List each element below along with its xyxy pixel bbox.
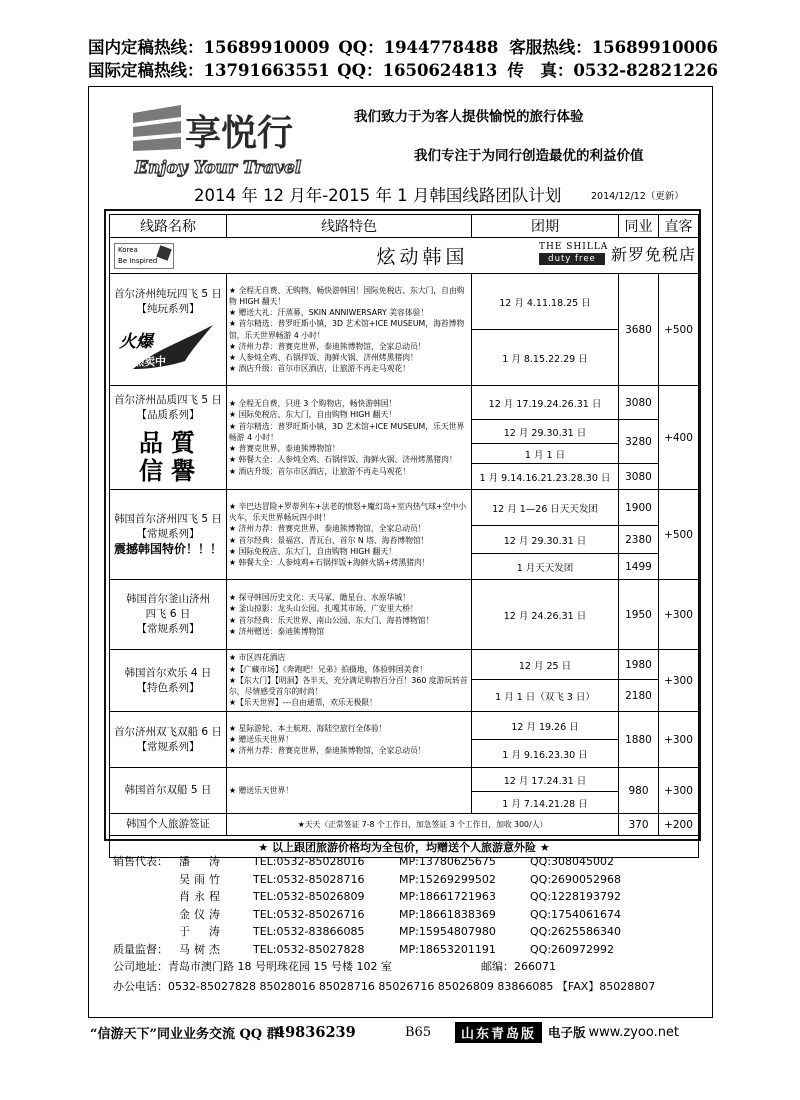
table-row xyxy=(110,580,699,650)
direct-price: +300 xyxy=(659,768,699,814)
contact-qq: QQ:308045002 xyxy=(530,855,615,868)
peer-price: 370 xyxy=(619,814,659,836)
contact-mobile: MP:18661721963 xyxy=(399,890,496,904)
sales-contacts xyxy=(113,853,650,959)
departure-date: 12 月 29.30.31 日 xyxy=(472,526,619,554)
hotlines xyxy=(88,36,718,82)
contact-qq: QQ:2690052968 xyxy=(530,872,622,886)
company-address: 公司地址：青岛市澳门路 18 号明珠花园 15 号楼 102 室 xyxy=(113,960,392,973)
header-peer: 同业 xyxy=(619,215,659,238)
badge-char: 品 xyxy=(139,428,163,457)
contact-tel: TEL:0532-83866085 xyxy=(253,925,365,939)
contact-role: 质量监督： xyxy=(113,942,168,956)
departure-date: 12 月 1—26 日天天发团 xyxy=(472,490,619,526)
feature-line: ★ 济州力荐：普赛克世界，泰迪熊博物馆，全家总动员！ xyxy=(229,746,426,756)
feature-line: ★【乐天世界】---自由通票，欢乐无极限！ xyxy=(229,698,377,708)
route-features xyxy=(227,490,472,580)
footer-qq: 49836239 xyxy=(275,1023,356,1041)
contact-role: 销售代表： xyxy=(113,855,168,868)
route-name-line: 首尔济州纯玩四飞 5 日 xyxy=(114,287,222,300)
company-logo xyxy=(129,101,324,183)
direct-price: +500 xyxy=(659,274,699,386)
route-name-line: 【常规系列】 xyxy=(136,740,200,753)
feature-line: ★ 首尔经典：乐天世界、南山公园、东大门、海苔博物馆！ xyxy=(229,615,434,625)
departure-date: 1 月 1 日 xyxy=(472,444,619,464)
tour-table-wrap xyxy=(104,209,701,854)
direct-price: +300 xyxy=(659,712,699,768)
departure-date: 12 月 4.11.18.25 日 xyxy=(472,274,619,330)
contact-role xyxy=(113,888,173,906)
peer-price: 3080 xyxy=(619,464,659,490)
address-block xyxy=(113,957,655,997)
shilla-cn: 新罗免税店 xyxy=(610,245,696,264)
contact-row xyxy=(113,906,650,924)
route-features xyxy=(227,386,472,490)
feature-line: ★ 首尔精选：普罗旺斯小镇，3D 艺术馆+ICE MUSEUM，海苔博物馆，乐天世界畅游 4 小时！ xyxy=(229,319,465,340)
departure-date: 1 月天天发团 xyxy=(472,554,619,580)
route-name xyxy=(110,768,227,814)
feature-line: ★ 人参炖全鸡、石锅拌饭、海鲜火锅、济州烤黑猪肉！ xyxy=(229,352,418,362)
route-features xyxy=(227,580,472,650)
feature-line: ★ 首尔经典：景福宫、青瓦台、首尔 N 塔、海苔博物馆！ xyxy=(229,535,429,545)
badge-char: 譽 xyxy=(171,456,195,483)
route-name xyxy=(110,580,227,650)
badge-char: 信 xyxy=(139,456,163,483)
route-features xyxy=(227,768,472,814)
feature-line: ★ 星际游轮、本土航班、海陆空旅行全体验！ xyxy=(229,723,387,733)
footer xyxy=(90,1021,715,1043)
feature-line: ★ 首尔精选：普罗旺斯小镇，3D 艺术馆+ICE MUSEUM，乐天世界畅游 4 小时！ xyxy=(229,421,465,442)
table-header xyxy=(110,215,699,238)
peer-price: 1880 xyxy=(619,712,659,768)
departure-date: 12 月 17.19.24.26.31 日 xyxy=(472,386,619,420)
direct-price: +300 xyxy=(659,580,699,650)
feature-line: ★【广藏市场】《奔跑吧！兄弟》拍摄地，体验韩国美食！ xyxy=(229,664,428,674)
contact-tel: TEL:0532-85026809 xyxy=(253,890,365,904)
korea-be-inspired-logo xyxy=(114,243,174,269)
contact-tel: TEL:0532-85028716 xyxy=(253,872,365,886)
feature-line: ★ 辛巴达冒险+罗蒂列车+法老的愤怒+魔幻岛+室内热气球+空中小火车，乐天世界畅玩四小时！ xyxy=(229,501,467,523)
peer-price: 1950 xyxy=(619,580,659,650)
shilla-top: THE SHILLA xyxy=(538,242,609,252)
badge-char: 質 xyxy=(171,428,195,457)
contact-name: 肖永程 xyxy=(179,890,224,904)
ad-frame xyxy=(88,86,713,1018)
route-name xyxy=(110,814,227,836)
be-inspired-text: Be Inspired xyxy=(118,256,158,265)
contact-role xyxy=(113,871,173,889)
tagline-2: 我们专注于为同行创造最优的利益价值 xyxy=(414,148,644,164)
direct-price: +200 xyxy=(659,814,699,836)
page-number: B65 xyxy=(405,1024,432,1040)
feature-line: ★ 济州赠送：泰迪熊博物馆 xyxy=(229,626,325,636)
peer-price: 3680 xyxy=(619,274,659,386)
peer-price: 980 xyxy=(619,768,659,814)
feature-line: ★ 济州力荐：普赛克世界，泰迪熊博物馆，全家总动员！ xyxy=(229,524,426,534)
route-name-line: 韩国首尔釜山济州 xyxy=(126,593,210,605)
contact-tel: TEL:0532-85027828 xyxy=(253,942,365,956)
edition-badge: 山东青岛版 xyxy=(455,1022,542,1043)
contact-name: 于 涛 xyxy=(179,925,224,939)
shilla-bottom: duty free xyxy=(539,253,605,265)
contact-tel: TEL:0532-85028016 xyxy=(253,855,365,868)
route-name xyxy=(110,386,227,490)
route-name-line: 韩国首尔双船 5 日 xyxy=(124,784,212,796)
peer-price: 2380 xyxy=(619,526,659,554)
route-name-line: 【品质系列】 xyxy=(136,408,200,421)
departure-date: 12 月 19.26 日 xyxy=(472,712,619,740)
contact-qq: QQ:2625586340 xyxy=(530,925,622,939)
direct-price: +500 xyxy=(659,490,699,580)
hotline-row-intl xyxy=(88,59,718,82)
feature-line: ★ 釜山掠影：龙头山公园、扎嘎其市场、广安里大桥！ xyxy=(229,604,418,614)
peer-price: 2180 xyxy=(619,680,659,712)
on-sale-text: 热卖中 xyxy=(133,354,166,368)
table-row xyxy=(110,490,699,526)
contact-mobile: MP:15954807980 xyxy=(399,925,496,939)
summary-note: ★ 以上跟团旅游价格均为全包价，均赠送个人旅游意外险 ★ xyxy=(110,836,699,858)
contact-mobile: MP:13780625675 xyxy=(399,855,496,868)
route-name-line: 韩国个人旅游签证 xyxy=(126,818,210,830)
header-name: 线路名称 xyxy=(110,215,227,238)
route-features xyxy=(227,274,472,386)
feature-line: ★ 韩餐大全：人参炖鸡+石锅拌饭+海鲜火锅+烤黑猪肉！ xyxy=(229,557,430,567)
route-name-line: 震撼韩国特价！！！ xyxy=(113,542,222,556)
route-name-line: 【常规系列】 xyxy=(136,528,200,540)
intl-qq: QQ：1650624813 xyxy=(337,61,498,80)
feature-line: ★天天（正常签证 7-8 个工作日，加急签证 3 个工作日，加收 300/人） xyxy=(297,819,548,829)
contact-mobile: MP:15269299502 xyxy=(399,872,496,886)
table-row xyxy=(110,650,699,680)
departure-date: 12 月 25 日 xyxy=(472,650,619,680)
direct-price: +400 xyxy=(659,386,699,490)
departure-date: 1 月 8.15.22.29 日 xyxy=(472,330,619,386)
feature-line: ★ 普赛克世界，泰迪熊博物馆！ xyxy=(229,444,340,454)
contact-name: 吴雨竹 xyxy=(179,872,224,886)
table-row xyxy=(110,814,699,836)
domestic-qq: QQ：1944778488 xyxy=(338,38,499,57)
postcode: 邮编：266071 xyxy=(481,960,556,973)
contact-row xyxy=(113,888,650,906)
tagline-1: 我们致力于为客人提供愉悦的旅行体验 xyxy=(354,109,584,125)
logo-en: Enjoy Your Travel xyxy=(135,158,302,178)
route-name xyxy=(110,490,227,580)
header-direct: 直客 xyxy=(659,215,699,238)
route-name xyxy=(110,274,227,386)
feature-line: ★ 全程无自费，只进 3 个购物店，畅快游韩国！ xyxy=(229,399,397,409)
contact-row xyxy=(113,853,650,871)
shilla-logo xyxy=(538,242,609,265)
fax: 传 真：0532-82821226 xyxy=(507,61,718,80)
update-date: 2014/12/12（更新） xyxy=(591,191,684,202)
contact-tel: TEL:0532-85026716 xyxy=(253,907,365,921)
office-phone: 办公电话：0532-85027828 85028016 85028716 85026716 85026809 83866085 【FAX】85028807 xyxy=(113,980,656,993)
feature-line: ★ 国际免税店、东大门，自由购物 HIGH 翻天！ xyxy=(229,546,397,556)
peer-price: 1980 xyxy=(619,650,659,680)
domestic-hotline: 国内定稿热线：15689910009 xyxy=(88,38,330,57)
contact-name: 马树杰 xyxy=(179,942,224,956)
feature-line: ★ 酒店升级：首尔市区酒店，让旅游不再走马观花！ xyxy=(229,466,410,476)
peer-price: 1900 xyxy=(619,490,659,526)
departure-date: 1 月 9.16.23.30 日 xyxy=(472,740,619,768)
route-name-line: 四飞 6 日 xyxy=(145,608,191,620)
contact-row xyxy=(113,923,650,941)
header-date: 团期 xyxy=(472,215,619,238)
route-features xyxy=(227,814,619,836)
peer-price: 3280 xyxy=(619,420,659,464)
route-name xyxy=(110,650,227,712)
departure-date: 1 月 1 日（双飞 3 日） xyxy=(472,680,619,712)
route-name-line: 【常规系列】 xyxy=(136,623,200,635)
table-row xyxy=(110,712,699,740)
feature-line: ★ 酒店升级：首尔市区酒店，让旅游不再走马观花！ xyxy=(229,364,410,374)
contact-role xyxy=(113,906,173,924)
departure-date: 12 月 24.26.31 日 xyxy=(472,580,619,650)
hot-text: 火爆 xyxy=(119,331,153,352)
table-row xyxy=(110,386,699,420)
route-name xyxy=(110,712,227,768)
route-name-line: 首尔济州双飞双船 6 日 xyxy=(114,725,222,738)
quality-credit-badge xyxy=(133,427,203,483)
service-hotline: 客服热线：15689910006 xyxy=(509,38,718,57)
website-link[interactable]: www.zyoo.net xyxy=(588,1024,680,1040)
route-name-line: 首尔济州品质四飞 5 日 xyxy=(114,393,222,406)
contact-row xyxy=(113,941,650,959)
edition-label: 电子版 xyxy=(548,1025,586,1040)
feature-line: ★ 赠送乐天世界！ xyxy=(229,785,294,795)
route-name-line: 【特色系列】 xyxy=(136,681,200,694)
hotline-row-domestic xyxy=(88,36,718,59)
footer-slogan: “信游天下”同业业务交流 QQ 群： xyxy=(90,1026,293,1042)
contact-name: 潘 涛 xyxy=(179,855,224,868)
contact-role xyxy=(113,923,173,941)
route-features xyxy=(227,650,472,712)
table-row xyxy=(110,768,699,792)
departure-date: 12 月 17.24.31 日 xyxy=(472,768,619,792)
feature-line: ★ 市区四花酒店 xyxy=(229,653,286,663)
route-name-line: 韩国首尔欢乐 4 日 xyxy=(124,666,212,679)
contact-qq: QQ:1754061674 xyxy=(530,907,622,921)
route-features xyxy=(227,712,472,768)
header-feature: 线路特色 xyxy=(227,215,472,238)
contact-mobile: MP:18661838369 xyxy=(399,907,496,921)
feature-line: ★ 探寻韩国历史文化：天马冢、瞻星台、水原华城！ xyxy=(229,593,410,603)
feature-line: ★ 赠送乐天世界！ xyxy=(229,734,294,744)
departure-date: 1 月 9.14.16.21.23.28.30 日 xyxy=(472,464,619,490)
contact-mobile: MP:18653201191 xyxy=(399,942,496,956)
feature-line: ★ 国际免税店、东大门，自由购物 HIGH 翻天！ xyxy=(229,410,397,420)
feature-line: ★【东大门】【明洞】各半天，充分满足购物百分百！360 度游玩转首尔，尽情感受首尔的时尚！ xyxy=(229,675,468,697)
hot-sale-badge xyxy=(113,321,223,373)
peer-price: 3080 xyxy=(619,386,659,420)
contact-name: 金仪涛 xyxy=(179,907,224,921)
route-name-line: 【纯玩系列】 xyxy=(136,302,200,315)
feature-line: ★ 济州力荐：普赛克世界，泰迪熊博物馆，全家总动员！ xyxy=(229,341,426,351)
korea-text: Korea xyxy=(118,245,138,254)
peer-price: 1499 xyxy=(619,554,659,580)
contact-row xyxy=(113,871,650,889)
contact-qq: QQ:1228193792 xyxy=(530,890,622,904)
page-title: 2014 年 12 月年-2015 年 1 月韩国线路团队计划 xyxy=(194,186,562,205)
route-name-line: 韩国首尔济州四飞 5 日 xyxy=(114,513,222,525)
feature-line: ★ 韩餐大全：人参炖全鸡、石锅拌饭、海鲜火锅、济州烤黑猪肉！ xyxy=(229,455,457,465)
logo-cn: 享悦行 xyxy=(185,112,294,154)
brand-slogan: 炫动韩国 xyxy=(376,246,469,268)
table-row xyxy=(110,274,699,330)
tour-table xyxy=(109,214,699,858)
intl-hotline: 国际定稿热线：13791663551 xyxy=(88,61,330,80)
direct-price: +300 xyxy=(659,650,699,712)
contact-qq: QQ:260972992 xyxy=(530,942,615,956)
brand-row xyxy=(110,238,699,274)
feature-line: ★ 赠送大礼：汗蒸幕，SKIN ANNIWERSARY 美容体验！ xyxy=(229,308,429,318)
feature-line: ★ 全程无自费、无购物，畅快游韩国！国际免税店、东大门，自由购物 HIGH 翻天！ xyxy=(229,285,465,306)
departure-date: 1 月 7.14.21.28 日 xyxy=(472,792,619,814)
departure-date: 12 月 29.30.31 日 xyxy=(472,420,619,444)
